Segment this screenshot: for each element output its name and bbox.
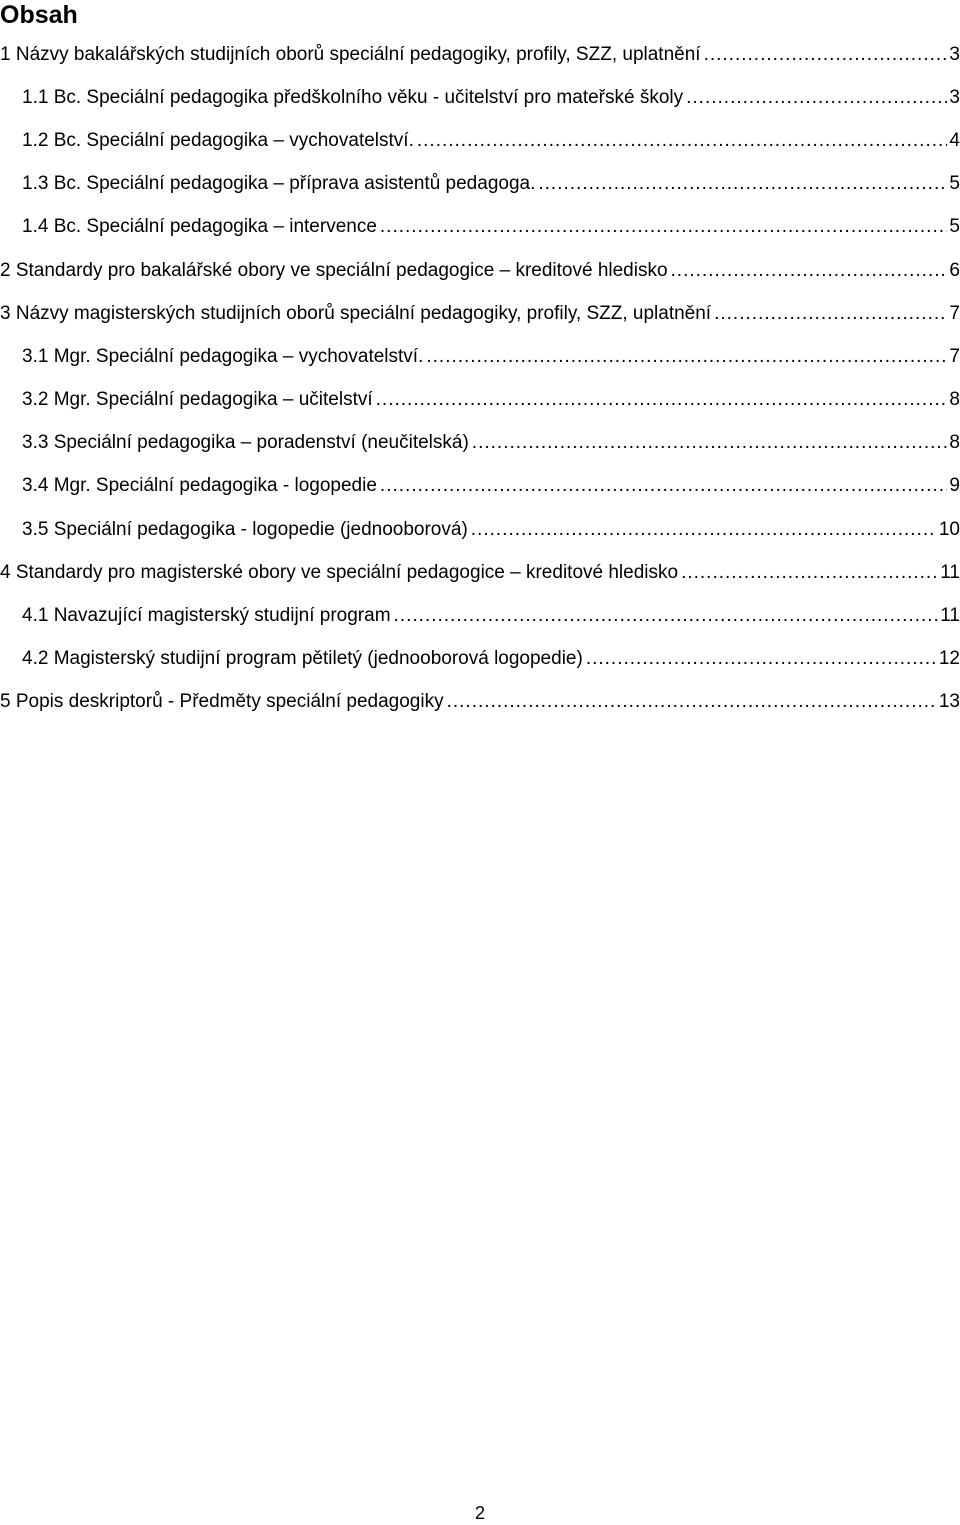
toc-entry-text: 4 Standardy pro magisterské obory ve speciální pedagogice – kreditové hledisko	[0, 561, 679, 583]
toc-entry[interactable]	[0, 163, 960, 206]
table-of-contents	[0, 33, 960, 724]
page-number: 2	[474, 1503, 485, 1523]
dot-leader	[394, 605, 939, 627]
toc-entry[interactable]	[0, 638, 960, 681]
toc-entry-text: 1.1 Bc. Speciální pedagogika předškolního věku - učitelství pro mateřské školy	[22, 86, 684, 108]
toc-entry[interactable]	[0, 508, 960, 551]
toc-entry[interactable]	[0, 465, 960, 508]
toc-entry[interactable]	[0, 292, 960, 335]
toc-entry-text: 4.2 Magisterský studijní program pětiletý (jednooborová logopedie)	[22, 648, 583, 670]
toc-entry-text: 1.4 Bc. Speciální pedagogika – intervence	[22, 216, 377, 238]
toc-entry[interactable]	[0, 206, 960, 249]
toc-entry-text: 2 Standardy pro bakalářské obory ve speciální pedagogice – kreditové hledisko	[0, 259, 668, 281]
toc-entry[interactable]	[0, 379, 960, 422]
toc-entry[interactable]	[0, 249, 960, 292]
toc-entry-page: 6	[949, 259, 960, 281]
dot-leader	[447, 691, 937, 713]
dot-leader	[704, 44, 948, 66]
toc-entry-page: 12	[938, 648, 960, 670]
dot-leader	[380, 475, 948, 497]
dot-leader	[426, 346, 947, 368]
toc-entry-text: 1.2 Bc. Speciální pedagogika – vychovatelství.	[22, 129, 414, 151]
dot-leader	[586, 648, 937, 670]
toc-entry-text: 4.1 Navazující magisterský studijní program	[22, 605, 391, 627]
toc-entry-page: 9	[949, 475, 960, 497]
toc-entry[interactable]	[0, 33, 960, 76]
dot-leader	[714, 303, 947, 325]
toc-entry-text: 1.3 Bc. Speciální pedagogika – příprava asistentů pedagoga.	[22, 173, 536, 195]
dot-leader	[686, 87, 947, 109]
toc-entry[interactable]	[0, 594, 960, 637]
dot-leader	[538, 173, 947, 195]
dot-leader	[376, 389, 948, 411]
toc-entry-text: 3.2 Mgr. Speciální pedagogika – učitelství	[22, 389, 373, 411]
toc-entry-page: 8	[949, 432, 960, 454]
toc-entry-text: 1 Názvy bakalářských studijních oborů speciální pedagogiky, profily, SZZ, uplatnění	[0, 43, 701, 65]
toc-entry-page: 11	[940, 605, 960, 627]
dot-leader	[471, 519, 937, 541]
dot-leader	[472, 432, 948, 454]
toc-entry-page: 11	[940, 561, 960, 583]
dot-leader	[417, 130, 948, 152]
toc-entry-text: 3.5 Speciální pedagogika - logopedie (jednooborová)	[22, 518, 468, 540]
toc-entry-page: 10	[938, 518, 960, 540]
toc-entry[interactable]	[0, 551, 960, 594]
toc-entry-page: 13	[938, 691, 960, 713]
toc-entry-text: 3.1 Mgr. Speciální pedagogika – vychovatelství.	[22, 345, 424, 367]
toc-entry-text: 3.3 Speciální pedagogika – poradenství (neučitelská)	[22, 432, 469, 454]
dot-leader	[671, 260, 948, 282]
toc-entry-page: 3	[949, 43, 960, 65]
toc-entry-page: 8	[949, 389, 960, 411]
toc-entry[interactable]	[0, 422, 960, 465]
toc-entry[interactable]	[0, 76, 960, 119]
toc-entry-page: 4	[949, 129, 960, 151]
toc-entry-text: 5 Popis deskriptorů - Předměty speciální pedagogiky	[0, 691, 444, 713]
dot-leader	[681, 562, 938, 584]
toc-title: Obsah	[0, 1, 78, 29]
dot-leader	[380, 216, 948, 238]
toc-entry-text: 3.4 Mgr. Speciální pedagogika - logopedie	[22, 475, 377, 497]
toc-entry[interactable]	[0, 335, 960, 378]
toc-entry-page: 5	[949, 173, 960, 195]
toc-entry-page: 7	[949, 345, 960, 367]
toc-entry[interactable]	[0, 681, 960, 724]
toc-entry-text: 3 Názvy magisterských studijních oborů speciální pedagogiky, profily, SZZ, uplatnění	[0, 302, 712, 324]
toc-entry[interactable]	[0, 119, 960, 162]
toc-entry-page: 5	[949, 216, 960, 238]
toc-entry-page: 3	[949, 86, 960, 108]
toc-entry-page: 7	[949, 302, 960, 324]
